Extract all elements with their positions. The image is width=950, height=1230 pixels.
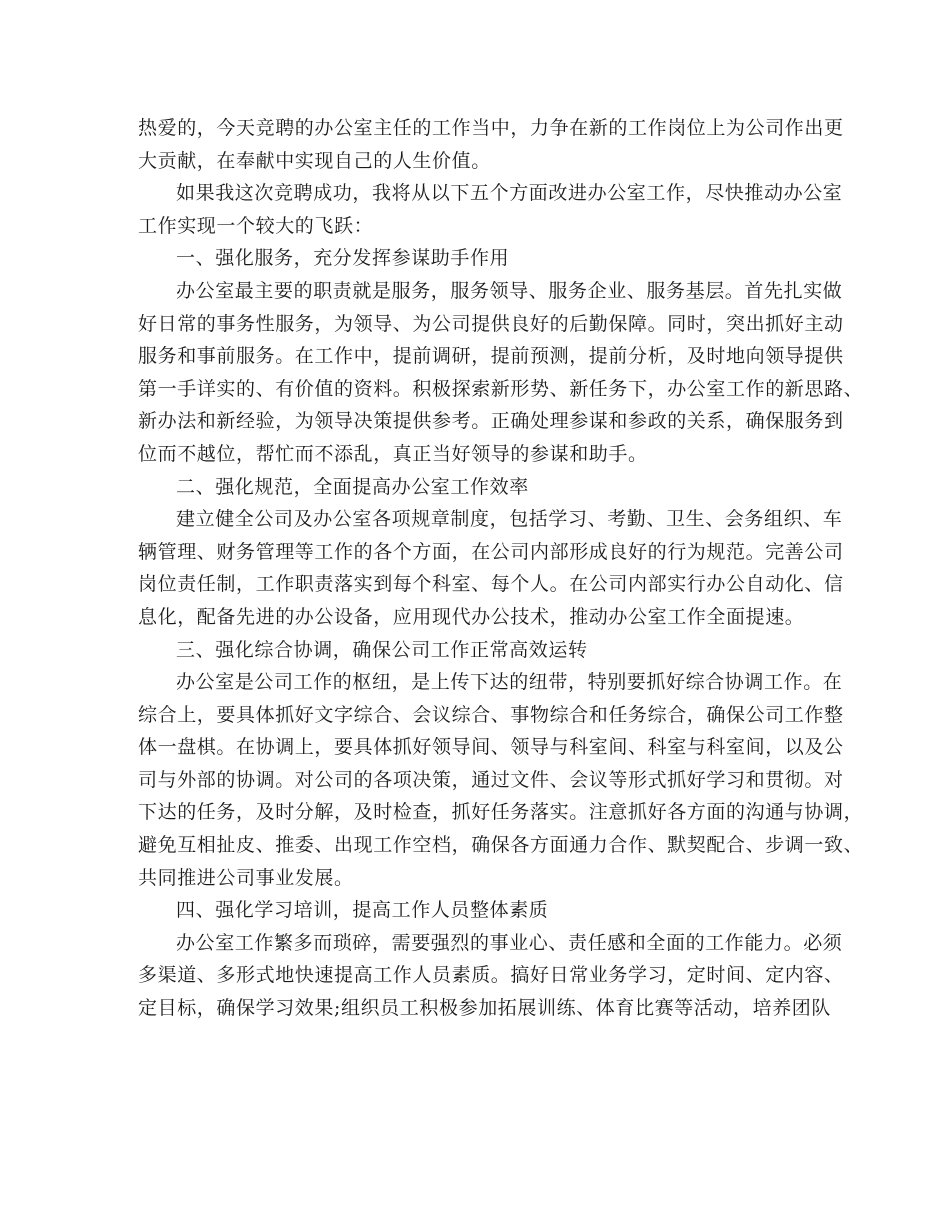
text-line: 综合上，要具体抓好文字综合、会议综合、事物综合和任务综合，确保公司工作整: [138, 703, 844, 726]
text-line: 服务和事前服务。在工作中，提前调研，提前预测，提前分析，及时地向领导提供: [138, 345, 844, 368]
text-line: 定目标，确保学习效果;组织员工积极参加拓展训练、体育比赛等活动，培养团队: [138, 997, 832, 1020]
text-line: 办公室工作繁多而琐碎，需要强烈的事业心、责任感和全面的工作能力。必须: [176, 931, 843, 954]
text-line: 岗位责任制，工作职责落实到每个科室、每个人。在公司内部实行办公自动化、信: [138, 573, 844, 596]
text-line: 好日常的事务性服务，为领导、为公司提供良好的后勤保障。同时，突出抓好主动: [138, 312, 844, 335]
text-line: 司与外部的协调。对公司的各项决策，通过文件、会议等形式抓好学习和贯彻。对: [138, 768, 844, 791]
text-line: 二、强化规范，全面提高办公室工作效率: [176, 475, 529, 498]
text-line: 四、强化学习培训，提高工作人员整体素质: [176, 899, 549, 922]
text-line: 新办法和新经验，为领导决策提供参考。正确处理参谋和参政的关系，确保服务到: [138, 410, 844, 433]
text-line: 三、强化综合协调，确保公司工作正常高效运转: [176, 638, 588, 661]
text-line: 息化，配备先进的办公设备，应用现代办公技术，推动办公室工作全面提速。: [138, 605, 805, 628]
text-line: 建立健全公司及办公室各项规章制度，包括学习、考勤、卫生、会务组织、车: [176, 508, 843, 531]
text-line: 第一手详实的、有价值的资料。积极探索新形势、新任务下，办公室工作的新思路、: [138, 377, 864, 400]
text-line: 工作实现一个较大的飞跃：: [138, 214, 374, 237]
text-line: 下达的任务，及时分解，及时检查，抓好任务落实。注意抓好各方面的沟通与协调，: [138, 801, 864, 824]
text-line: 共同推进公司事业发展。: [138, 866, 354, 889]
text-line: 避免互相扯皮、推委、出现工作空档，确保各方面通力合作、默契配合、步调一致、: [138, 834, 864, 857]
text-line: 位而不越位，帮忙而不添乱，真正当好领导的参谋和助手。: [138, 442, 648, 465]
text-line: 一、强化服务，充分发挥参谋助手作用: [176, 247, 510, 270]
text-line: 大贡献，在奉献中实现自己的人生价值。: [138, 149, 491, 172]
document-body: [138, 112, 864, 1025]
text-line: 办公室是公司工作的枢纽，是上传下达的纽带，特别要抓好综合协调工作。在: [176, 671, 843, 694]
text-line: 如果我这次竞聘成功，我将从以下五个方面改进办公室工作，尽快推动办公室: [176, 182, 843, 205]
text-line: 办公室最主要的职责就是服务，服务领导、服务企业、服务基层。首先扎实做: [176, 279, 843, 302]
text-line: 多渠道、多形式地快速提高工作人员素质。搞好日常业务学习，定时间、定内容、: [138, 964, 844, 987]
text-line: 热爱的，今天竞聘的办公室主任的工作当中，力争在新的工作岗位上为公司作出更: [138, 117, 844, 139]
text-line: 体一盘棋。在协调上，要具体抓好领导间、领导与科室间、科室与科室间，以及公: [138, 736, 844, 759]
text-line: 辆管理、财务管理等工作的各个方面，在公司内部形成良好的行为规范。完善公司: [138, 540, 844, 563]
